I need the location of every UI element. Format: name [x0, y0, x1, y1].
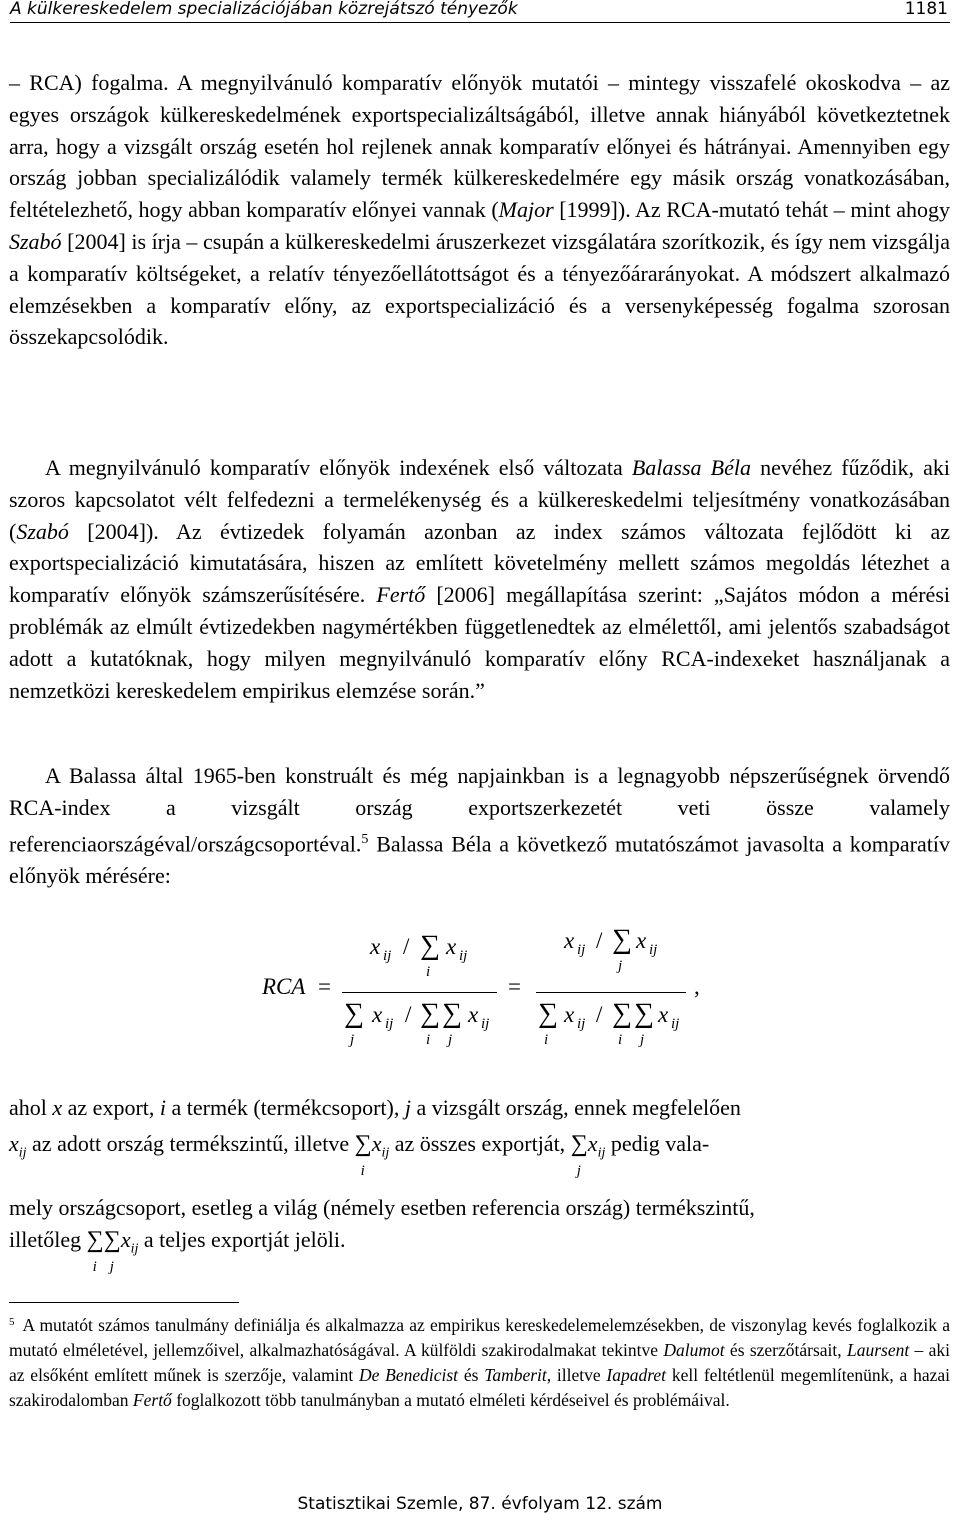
- explanation-text: mely országcsoport, esetleg a világ (némely esetben referencia ország) termékszintű,: [9, 1195, 755, 1220]
- footnote-text: és: [458, 1365, 485, 1385]
- formula-fraction-bar-2: [536, 992, 686, 993]
- explanation-line-3: [9, 1192, 755, 1223]
- formula-subscript: ij: [577, 1016, 586, 1032]
- formula-index-i: i: [426, 964, 431, 980]
- formula-index-i: i: [426, 1032, 431, 1048]
- formula-x: x: [564, 1002, 575, 1027]
- paragraph-1-text: – RCA) fogalma. A megnyilvánuló komparatív előnyök mutatói – mintegy visszafelé okoskodva – az egyes országok külkereskedelmének exportspecializáltságából, illetve annak hiányából következtetnek arra, hogy a vizsgált ország esetén hol rejlenek annak komparatív előnyei és hátrányai. Amennyiben egy ország jobban specializálódik valamely termék külkereskedelmére egy másik ország vonatkozásában, feltételezhető, hogy abban komparatív előnyei vannak (: [9, 70, 950, 223]
- footnote-name: Laursent: [846, 1340, 910, 1360]
- running-header: [10, 0, 950, 22]
- running-title: A külkereskedelem specializációjában közrejátszó tényezők: [10, 0, 518, 19]
- sum-over-i: [86, 1224, 104, 1275]
- formula-x: x: [370, 934, 381, 959]
- citation-szabo-2: Szabó: [16, 518, 69, 544]
- sigma-symbol: ∑: [354, 1131, 372, 1157]
- sigma-symbol: ∑: [86, 1227, 104, 1253]
- formula-sigma: ∑: [344, 998, 364, 1029]
- formula-index-j: j: [350, 1032, 355, 1048]
- var-x: x: [9, 1131, 19, 1156]
- explanation-text: az export,: [62, 1095, 160, 1120]
- sum-over-j: [570, 1128, 588, 1179]
- formula-subscript: ij: [481, 1016, 490, 1032]
- rca-formula: [0, 920, 960, 1060]
- formula-fraction-bar-1: [342, 992, 497, 993]
- explanation-text: az adott ország termékszintű, illetve: [26, 1131, 355, 1156]
- paragraph-2-text: A megnyilvánuló komparatív előnyök indexének első változata: [45, 455, 632, 480]
- formula-sigma: ∑: [420, 930, 440, 961]
- sum-index: j: [109, 1259, 114, 1275]
- footnote-text: – aki az elsőként említett műnek is szerzője, valamint: [9, 1340, 950, 1385]
- sum-index: i: [92, 1259, 97, 1275]
- formula-subscript: ij: [383, 948, 392, 964]
- formula-index-j: j: [618, 958, 623, 974]
- explanation-text: pedig vala-: [605, 1131, 710, 1156]
- footnote-number: 5: [9, 1316, 15, 1328]
- var-x: x: [52, 1095, 63, 1120]
- explanation-text: illetőleg: [9, 1227, 87, 1252]
- paragraph-3: [9, 760, 950, 892]
- footnote-name: Tamberit: [484, 1365, 547, 1385]
- footnote-rule: [9, 1302, 239, 1303]
- formula-sigma: ∑: [612, 924, 632, 955]
- page-number: 1181: [904, 0, 948, 19]
- formula-x: x: [446, 934, 457, 959]
- sigma-symbol: ∑: [103, 1227, 121, 1253]
- formula-x: x: [468, 1002, 479, 1027]
- paragraph-1-text-b: [1999]). Az RCA-mutató tehát – mint ahogy: [553, 197, 950, 223]
- footnote-name: Fertő: [132, 1390, 172, 1410]
- formula-slash: /: [405, 1002, 412, 1027]
- footnote-text: és szerzőtársait,: [724, 1340, 847, 1360]
- header-rule: [10, 22, 950, 23]
- var-x: x: [120, 1227, 131, 1252]
- paragraph-3-text-b: Balassa Béla a következő mutatószámot javasolta a komparatív előnyök mérésére:: [9, 830, 950, 888]
- citation-major: Major: [498, 197, 554, 223]
- explanation-text: ahol: [9, 1095, 53, 1120]
- formula-subscript: ij: [577, 942, 586, 958]
- explanation-text: a vizsgált ország, ennek megfelelően: [410, 1095, 741, 1120]
- paragraph-1-text-c: [2004] is írja – csupán a külkereskedelmi áruszerkezet vizsgálatára szorítkozik, és így nem vizsgálja a komparatív költségeket, a relatív tényezőellátottságot és a tényezőárarányokat. A módszert alkalmazó elemzésekben a komparatív előny, az exportspecializáció és a versenyképesség fogalma szorosan összekapcsolódik.: [9, 228, 950, 350]
- formula-slash: /: [596, 928, 603, 953]
- footnote-name: Iapadret: [606, 1365, 667, 1385]
- var-subscript: ij: [381, 1145, 390, 1161]
- formula-sigma: ∑: [420, 998, 440, 1029]
- formula-index-j: j: [640, 1032, 645, 1048]
- formula-sigma: ∑: [538, 998, 558, 1029]
- citation-ferto: Fertő: [376, 582, 426, 608]
- explanation-text: a teljes exportját jelöli.: [138, 1227, 346, 1252]
- var-subscript: ij: [597, 1145, 606, 1161]
- var-subscript: ij: [18, 1145, 27, 1161]
- footnote-text: A mutatót számos tanulmány definiálja és alkalmazza az empirikus kereskedelemelemzésekben, de viszonylag kevés foglalkozik a mutató elméletével, jellemzőivel, alkalmazhatóságával. A külföldi szakirodalmakat tekintve: [9, 1315, 950, 1360]
- footnote-text: foglalkozott több tanulmányban a mutató elméleti kérdéseivel és problémáival.: [171, 1390, 730, 1410]
- explanation-line-1: [9, 1092, 741, 1123]
- formula-sigma: ∑: [634, 998, 654, 1029]
- var-j: j: [404, 1095, 411, 1120]
- formula-lhs: RCA: [262, 974, 306, 999]
- footnote-name: De Benedicist: [358, 1365, 459, 1385]
- footnote: [9, 1310, 950, 1413]
- sigma-symbol: ∑: [570, 1131, 588, 1157]
- formula-subscript: ij: [459, 948, 468, 964]
- paragraph-3-text: A Balassa által 1965-ben konstruált és még napjainkban is a legnagyobb népszerűségnek örvendő RCA-index a vizsgált ország exportszerkezetét veti össze valamely referenciaországéval/országcsoportéval.: [9, 763, 950, 856]
- formula-subscript: ij: [385, 1016, 394, 1032]
- formula-x: x: [564, 928, 575, 953]
- formula-slash: /: [403, 934, 410, 959]
- name-balassa: Balassa Béla: [631, 455, 751, 480]
- formula-index-i: i: [544, 1032, 549, 1048]
- var-x: x: [587, 1131, 598, 1156]
- formula-comma: ,: [694, 974, 700, 999]
- footnote-marker: 5: [361, 831, 369, 847]
- var-subscript: ij: [130, 1241, 139, 1257]
- journal-footer: Statisztikai Szemle, 87. évfolyam 12. szám: [297, 1494, 663, 1514]
- var-x: x: [371, 1131, 382, 1156]
- formula-subscript: ij: [671, 1016, 680, 1032]
- formula-equals-1: =: [318, 974, 331, 999]
- explanation-line-2: [9, 1128, 710, 1179]
- footnote-name: Dalumot: [663, 1340, 725, 1360]
- sum-over-i: [354, 1128, 372, 1179]
- formula-subscript: ij: [649, 942, 658, 958]
- formula-slash: /: [596, 1002, 603, 1027]
- formula-x: x: [636, 928, 647, 953]
- explanation-text: a termék (termékcsoport),: [166, 1095, 405, 1120]
- sum-index: j: [576, 1163, 581, 1179]
- var-i: i: [159, 1095, 167, 1120]
- explanation-text: az összes exportját,: [389, 1131, 571, 1156]
- paragraph-2-text-b: nevéhez fűződik, aki szoros kapcsolatot vélt felfedezni a termelékenység és a külkereskedelmi teljesítmény vonatkozásában (: [9, 455, 951, 544]
- footnote-text: , illetve: [546, 1365, 607, 1385]
- footnote-text: kell feltétlenül megemlítenünk, a hazai szakirodalomban: [9, 1365, 951, 1410]
- paragraph-2-quote: [2006] megállapítása szerint: „Sajátos módon a mérési problémák az elmúlt évtizedekben nagymértékben függetlenedtek az elmélettől, ami jelentős szabadságot adott a kutatóknak, hogy milyen megnyilvánuló komparatív előny RCA-indexeket használjanak a nemzetközi kereskedelem empirikus elemzése során.”: [9, 582, 950, 703]
- explanation-line-4: [9, 1224, 346, 1275]
- sum-index: i: [360, 1163, 365, 1179]
- paragraph-1: [9, 67, 950, 353]
- paragraph-2: [9, 452, 950, 706]
- formula-x: x: [372, 1002, 383, 1027]
- formula-sigma: ∑: [612, 998, 632, 1029]
- formula-equals-2: =: [508, 974, 521, 999]
- formula-index-j: j: [448, 1032, 453, 1048]
- formula-sigma: ∑: [442, 998, 462, 1029]
- formula-x: x: [658, 1002, 669, 1027]
- paragraph-2-text-c: [2004]). Az évtizedek folyamán azonban az index számos változata fejlődött ki az exportspecializáció kimutatására, hiszen az említett követelmény mellett számos megoldás létezhet a komparatív előnyök számszerűsítésére.: [9, 518, 950, 608]
- sum-over-j: [103, 1224, 121, 1275]
- citation-szabo: Szabó: [9, 228, 62, 254]
- formula-index-i: i: [618, 1032, 623, 1048]
